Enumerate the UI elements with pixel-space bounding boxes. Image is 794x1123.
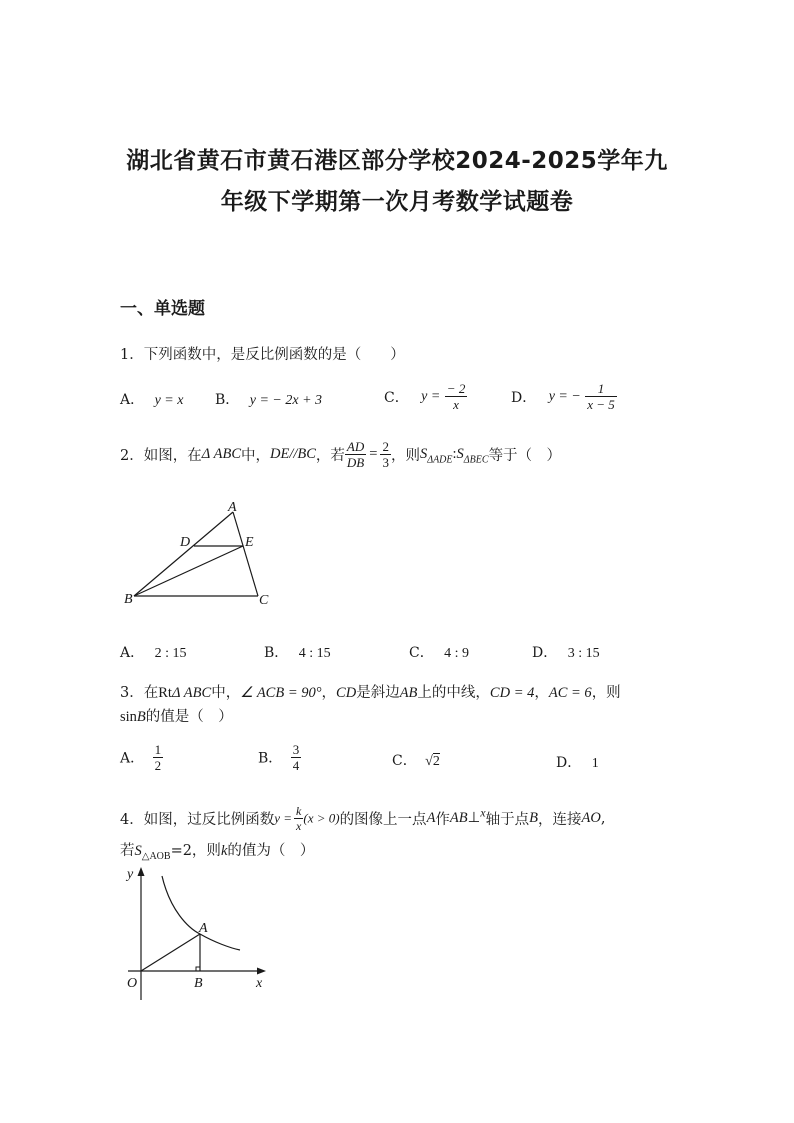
- option-label: B．: [215, 392, 240, 408]
- q3-option-c: [392, 750, 440, 770]
- math-angle: ∠ ACB = 90°: [240, 685, 322, 701]
- label-a: A: [199, 921, 208, 936]
- text: 若: [120, 843, 135, 859]
- fraction-numerator: − 2: [446, 381, 466, 396]
- option-lhs: y = −: [548, 388, 581, 404]
- fraction-denominator: DB: [346, 455, 365, 470]
- q2-option-c: [409, 642, 469, 662]
- math-fn-lhs: y =: [274, 810, 293, 826]
- x-axis-arrow: [257, 968, 266, 975]
- q1-option-b: [215, 389, 322, 409]
- math-fn-fraction: [294, 805, 303, 832]
- option-label: B．: [258, 750, 283, 767]
- sqrt-sign: √: [425, 754, 433, 769]
- option-expression: y = − 2x + 3: [249, 393, 323, 408]
- fraction-denominator: 4: [292, 758, 300, 773]
- text: ，: [321, 685, 337, 701]
- math-ab: AB: [449, 810, 468, 826]
- label-b: B: [194, 976, 203, 991]
- q4-function-graph: [118, 862, 278, 1004]
- math-a: A: [426, 810, 436, 826]
- colon: :: [452, 446, 457, 462]
- question-2-stem: [120, 440, 561, 469]
- math-cd-value: CD = 4: [489, 685, 535, 701]
- label-a: A: [228, 500, 237, 515]
- area-symbol: S: [456, 446, 464, 462]
- section-heading: 一、单选题: [120, 299, 205, 319]
- text: 中，: [241, 448, 270, 464]
- label-b: B: [124, 592, 133, 607]
- math-ac-value: AC = 6: [548, 685, 592, 701]
- q2-option-d: [532, 642, 600, 662]
- ratio-fraction-left: [345, 440, 366, 469]
- text: 等于（ ）: [488, 448, 562, 464]
- math-triangle: Δ ABC: [201, 446, 241, 462]
- label-x: x: [256, 976, 263, 991]
- question-3-stem-line-2: [120, 705, 233, 726]
- segment-be: [134, 546, 243, 596]
- text: 是斜边: [356, 685, 400, 701]
- y-axis-arrow: [138, 867, 145, 876]
- text: 的值是（ ）: [145, 709, 233, 725]
- side-ab: [134, 512, 233, 596]
- text: ，: [534, 685, 549, 701]
- option-label: A．: [120, 392, 145, 408]
- fraction-denominator: x: [453, 397, 459, 412]
- option-expression: y = x: [154, 393, 184, 408]
- math-perp: ⊥: [467, 810, 481, 826]
- text: ，则: [390, 448, 420, 464]
- area-subscript: ΔBEC: [463, 454, 489, 466]
- option-label: A．: [120, 645, 145, 661]
- option-label: B．: [264, 645, 289, 661]
- text: 作: [435, 812, 450, 828]
- q2-triangle-figure: [118, 496, 278, 608]
- equals-sign: =: [369, 446, 378, 462]
- text: 2．如图，在: [120, 448, 202, 464]
- title-line-2: 年级下学期第一次月考数学试题卷: [220, 189, 574, 215]
- text: ，连接: [537, 812, 582, 828]
- area-subscript: △AOB: [141, 850, 171, 862]
- option-label: D．: [556, 755, 582, 771]
- ratio-fraction-right: [380, 440, 391, 469]
- question-1-stem: 1．下列函数中，是反比例函数的是（ ）: [120, 347, 405, 363]
- fraction-numerator: 2: [382, 439, 389, 454]
- option-value: 3 : 15: [567, 646, 600, 661]
- label-c: C: [259, 593, 269, 608]
- text: 轴于点: [485, 812, 530, 828]
- text: 的图像上一点: [339, 812, 427, 828]
- segment-ao: [141, 934, 200, 971]
- math-ao: AO: [581, 810, 601, 826]
- sqrt-radicand: 2: [432, 754, 440, 769]
- hyperbola-curve: [162, 876, 240, 950]
- text: 中，: [211, 685, 241, 701]
- label-d: D: [180, 535, 191, 550]
- fraction-numerator: 1: [585, 382, 617, 397]
- math-parallel: DE//BC: [270, 446, 316, 462]
- math-b: B: [136, 709, 146, 725]
- option-label: D．: [532, 645, 558, 661]
- fraction-numerator: k: [296, 804, 302, 818]
- label-o: O: [127, 976, 138, 991]
- fraction-numerator: AD: [346, 439, 365, 454]
- fraction-denominator: x: [296, 819, 302, 833]
- option-value: 2 : 15: [154, 646, 187, 661]
- label-y: y: [127, 867, 134, 882]
- fraction-denominator: 3: [382, 455, 389, 470]
- q1-option-a: [120, 389, 183, 409]
- q3-option-d: [556, 752, 599, 772]
- text: 的值为（ ）: [227, 843, 315, 859]
- text: ,: [600, 810, 606, 827]
- question-4-stem-line-1: [120, 805, 605, 832]
- math-sin: sin: [120, 709, 137, 725]
- option-fraction: [153, 743, 164, 772]
- math-triangle: Δ ABC: [171, 685, 212, 701]
- option-label: C．: [384, 389, 409, 406]
- option-label: C．: [409, 645, 434, 661]
- fraction-denominator: x − 5: [587, 397, 615, 412]
- math-k: k: [220, 843, 228, 859]
- option-fraction: [291, 743, 302, 772]
- option-value: 1: [591, 756, 599, 771]
- math-x: x: [480, 805, 486, 820]
- area-symbol: S: [134, 843, 142, 859]
- text: ，若: [315, 448, 345, 464]
- text: 上的中线，: [417, 685, 490, 701]
- text: 3．在: [120, 685, 159, 701]
- side-ac: [233, 512, 258, 596]
- option-label: A．: [120, 750, 145, 767]
- option-value: 4 : 15: [298, 646, 331, 661]
- option-value: 4 : 9: [444, 646, 470, 661]
- q1-option-c: [384, 382, 467, 411]
- q2-option-a: [120, 642, 186, 662]
- label-e: E: [245, 535, 254, 550]
- text: ，则: [591, 685, 621, 701]
- math-fn-condition: (x > 0): [303, 810, 340, 826]
- question-4-stem-line-2: [120, 839, 314, 862]
- text: =2，则: [170, 843, 221, 859]
- option-label: C．: [392, 753, 417, 769]
- area-subscript: ΔADE: [427, 454, 453, 466]
- math-ab: AB: [399, 685, 418, 701]
- math-b: B: [529, 810, 538, 826]
- q1-option-d: [511, 382, 617, 411]
- text: 4．如图，过反比例函数: [120, 812, 275, 828]
- option-fraction: [585, 382, 617, 411]
- q2-option-b: [264, 642, 331, 662]
- option-label: D．: [511, 389, 537, 406]
- fraction-numerator: 1: [154, 742, 162, 757]
- option-fraction: [445, 382, 468, 411]
- q3-option-a: [120, 743, 163, 772]
- fraction-denominator: 2: [154, 758, 162, 773]
- math-rt: Rt: [158, 685, 172, 701]
- fraction-numerator: 3: [292, 742, 300, 757]
- title-line-1: 湖北省黄石市黄石港区部分学校2024-2025学年九: [126, 148, 668, 174]
- q3-option-b: [258, 743, 301, 772]
- area-symbol: S: [419, 446, 428, 462]
- option-lhs: y =: [421, 388, 441, 404]
- math-cd: CD: [336, 685, 357, 701]
- question-3-stem-line-1: [120, 681, 621, 702]
